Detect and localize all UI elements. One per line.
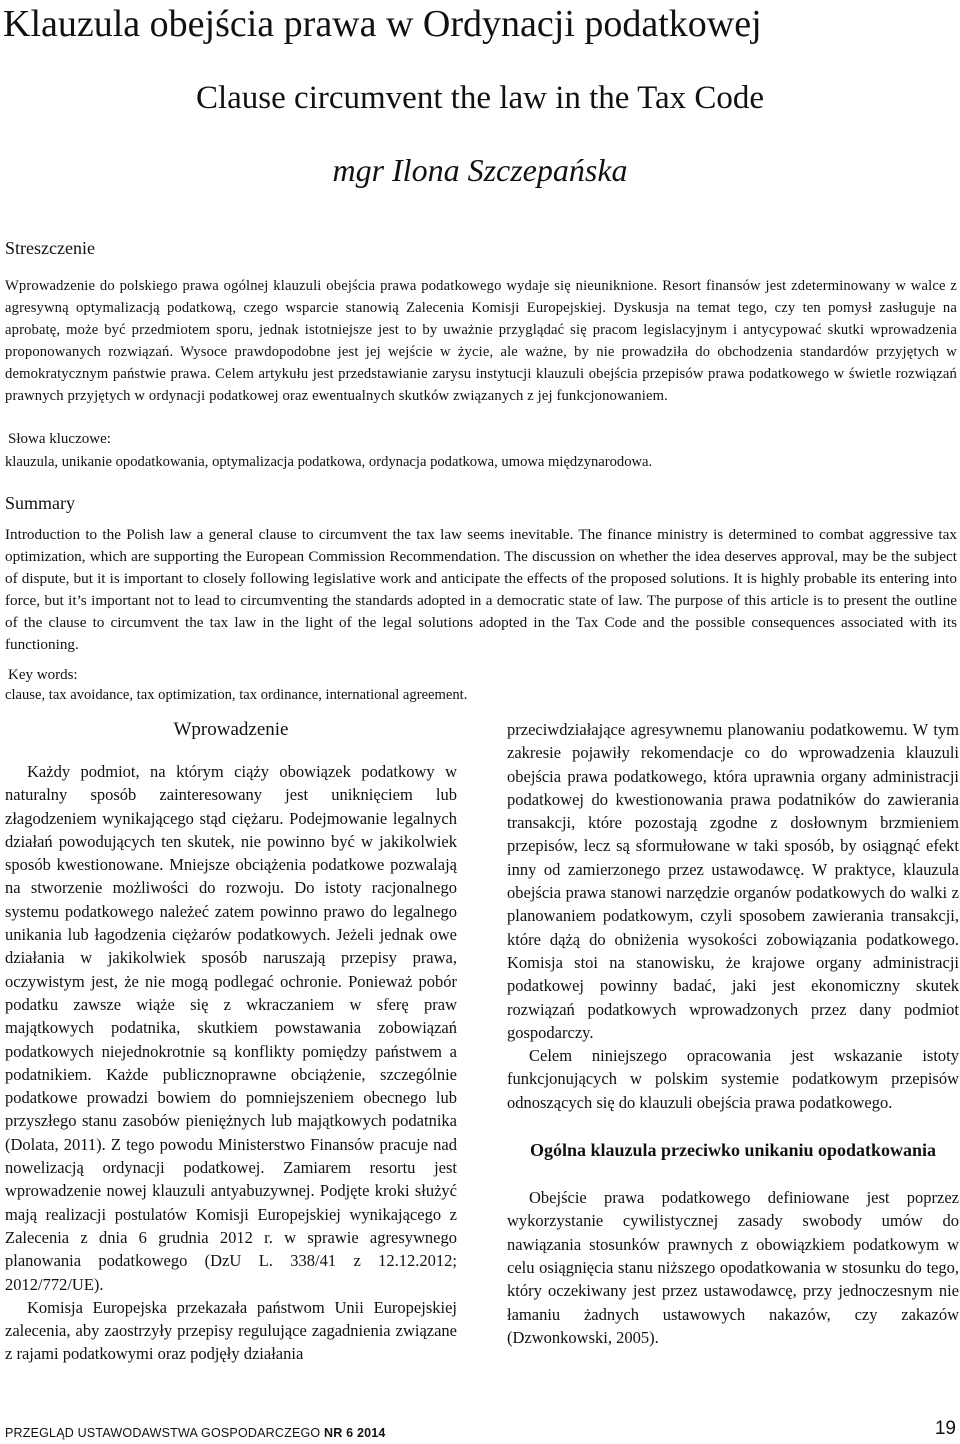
paper-title: Klauzula obejścia prawa w Ordynacji podatkowej <box>3 3 762 45</box>
body-paragraph: przeciwdziałające agresywnemu planowaniu podatkowemu. W tym zakresie pojawiły rekomendacje co do wprowadzenia klauzuli obejścia prawa podatkowego, która uprawnia organy administracji podatkowej do kwestionowania prawa podatników do zawierania transakcji, które pozostają zgodne z dosłownym brzmieniem przepisów, lecz są sformułowane w taki sposób, by osiągnąć efekt inny od zamierzonego przez ustawodawcę. W praktyce, klauzula obejścia prawa stanowi narzędzie organów podatkowych do walki z planowaniem podatkowym, czyli sposobem zawierania transakcji, które dążą do obniżenia wysokości zobowiązania podatkowego. Komisja stoi na stanowisku, że krajowe organy administracji podatkowej powinny badać, jaki jest ekonomiczny skutek rozwiązań podatkowych wprowadzonych przez dany podmiot gospodarczy. <box>507 720 959 1042</box>
section-heading-introduction: Wprowadzenie <box>173 719 289 740</box>
abstract-en-heading: Summary <box>5 493 75 513</box>
keywords-en-heading: Key words: <box>8 667 78 683</box>
author-name: mgr Ilona Szczepańska <box>332 152 628 188</box>
body-paragraph: Każdy podmiot, na którym ciąży obowiązek podatkowy w naturalny sposób zainteresowany jest uniknięciem lub złagodzeniem wynikającego stąd ciężaru. Podejmowanie legalnych działań powodujących ten skutek, nie powinno być w jakikolwiek sposób kwestionowane. Mniejsze obciążenia podatkowe pozwalają na stworzenie możliwości do rozwoju. Do istoty racjonalnego systemu podatkowego należeć zatem powinno prawo do legalnego unikania lub łagodzenia ciężarów podatkowych. Jeżeli jednak owe działania w jakikolwiek sposób naruszają przepisy prawa, oczywistym jest, że nie mogą podlegać ochronie. Ponieważ pobór podatku zawsze wiąże się z wkraczaniem w sferę praw majątkowych podatnika, skutkiem powstawania zobowiązań podatkowych niejednokrotnie są konflikty pomiędzy państwem a podatnikiem. Każde publicznoprawne obciążenie, szczególnie podatkowe prowadzi bowiem do pomniejszeniem obecnego lub przyszłego stanu zasobów pieniężnych lub majątkowych podatnika (Dolata, 2011). Z tego powodu Ministerstwo Finansów pracuje nad nowelizacją ordynacji podatkowej. Zamiarem resortu jest wprowadzenie nowej klauzuli antyabuzywnej. Podjęte kroki służyć mają realizacji postulatów Komisji Europejskiej wynikającego z Zalecenia z dnia 6 grudnia 2012 r. w sprawie agresywnego planowania podatkowego (DzU L. 338/41 z 12.12.2012; 2012/772/UE). <box>5 762 457 1294</box>
left-column <box>5 718 457 1398</box>
right-column <box>507 718 959 1398</box>
paper-subtitle: Clause circumvent the law in the Tax Code <box>195 80 764 116</box>
keywords-pl-heading: Słowa kluczowe: <box>8 431 111 447</box>
abstract-pl-heading: Streszczenie <box>5 238 95 258</box>
abstract-pl-text: Wprowadzenie do polskiego prawa ogólnej klauzuli obejścia prawa podatkowego wydaje się nieuniknione. Resort finansów jest zdeterminowany w walce z agresywną optymalizacją podatkową, czego wsparcie stanowią Zalecenia Komisji Europejskiej. Dyskusja na temat tego, czy ten pomysł zasługuje na aprobatę, może być przedmiotem sporu, jednak istotniejsze jest to by uważnie przyglądać się pracom legislacyjnym i antycypować skutki wprowadzenia proponowanych rozwiązań. Wysoce prawdopodobne jest jej wejście w życie, ale ważne, by nie prowadziła do obchodzenia standardów przyjętych w demokratycznym państwie prawa. Celem artykułu jest przedstawianie zarysu instytucji klauzuli obejścia przepisów prawa podatkowego w świetle rozwiązań prawnych przyjętych w ordynacji podatkowej oraz ewentualnych skutków związanych z jej funkcjonowaniem. <box>5 278 957 404</box>
body-paragraph: Komisja Europejska przekazała państwom Unii Europejskiej zalecenia, aby zaostrzyły przepisy regulujące zagadnienia związane z rajami podatkowymi oraz podjęły działania <box>5 1297 457 1364</box>
journal-issue: NR 6 2014 <box>324 1426 386 1440</box>
page-number: 19 <box>934 1418 956 1439</box>
keywords-en-text: clause, tax avoidance, tax optimization, tax ordinance, international agreement. <box>5 687 468 703</box>
keywords-pl-text: klauzula, unikanie opodatkowania, optymalizacja podatkowa, ordynacja podatkowa, umowa międzynarodowa. <box>5 454 653 470</box>
section-heading-general-clause: Ogólna klauzula przeciwko unikaniu opodatkowania <box>529 1140 937 1161</box>
journal-name: PRZEGLĄD USTAWODAWSTWA GOSPODARCZEGO <box>5 1426 321 1440</box>
journal-footer <box>5 1425 386 1441</box>
abstract-en-text: Introduction to the Polish law a general clause to circumvent the tax law seems inevitable. The finance ministry is determined to combat aggressive tax optimization, which are supporting the European Commission Recommendation. The discussion on whether the idea deserves approval, may be the subject of dispute, but it is important to closely following legislative work and anticipate the effects of the proposed solutions. It is highly probable its entering into force, but it’s important not to lead to circumventing the standards adopted in a democratic state of law. The purpose of this article is to present the outline of the clause to circumvent the tax law in the light of the legal solutions adopted in the Tax Code and the possible consequences associated with its functioning. <box>5 526 957 653</box>
body-paragraph: Obejście prawa podatkowego definiowane jest poprzez wykorzystanie cywilistycznej zasady swobody umów do nawiązania stosunków prawnych z obowiązkiem podatkowym w celu osiągnięcia stanu niższego opodatkowania w stosunku do tego, który oczekiwany jest przez ustawodawcę, przy jednoczesnym nie łamaniu żadnych ustawowych nakazów, czy zakazów (Dzwonkowski, 2005). <box>507 1188 959 1347</box>
body-paragraph: Celem niniejszego opracowania jest wskazanie istoty funkcjonujących w polskim systemie podatkowym przepisów odnoszących się do klauzuli obejścia prawa podatkowego. <box>507 1046 959 1112</box>
